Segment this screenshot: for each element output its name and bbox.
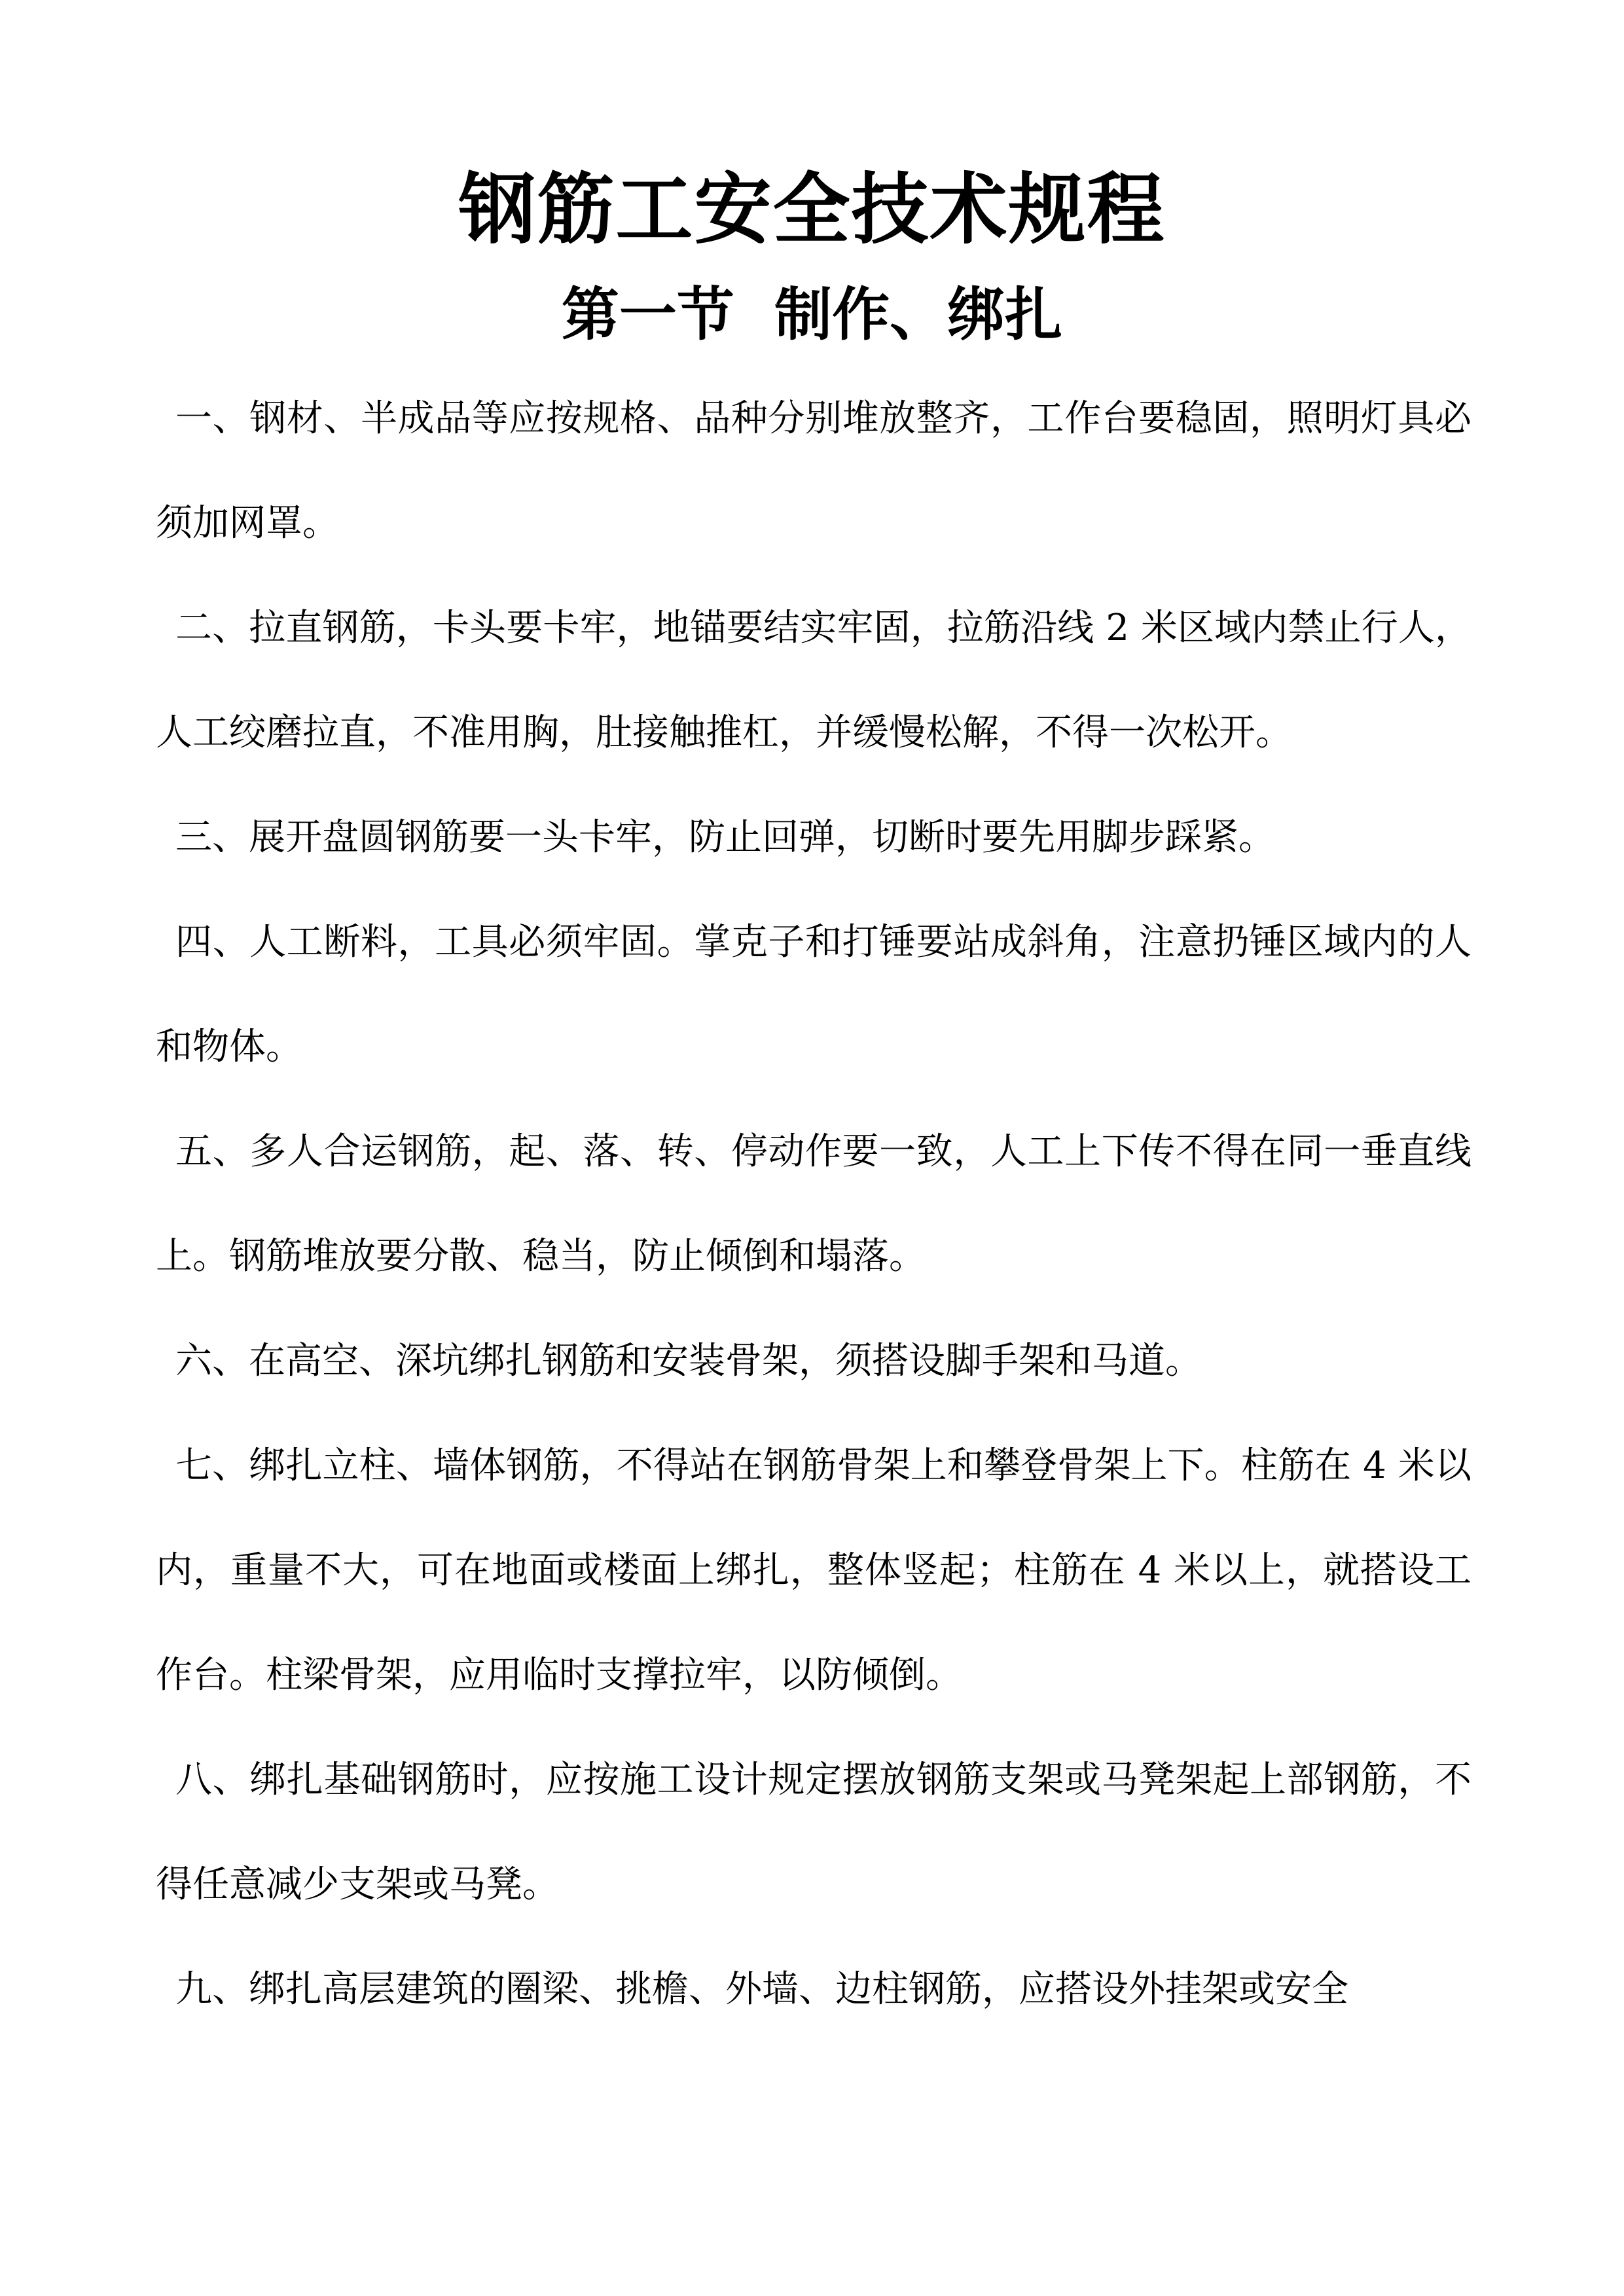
section-title: 第一节 制作、绑扎 bbox=[561, 280, 1063, 348]
paragraph-1: 一、钢材、半成品等应按规格、品种分别堆放整齐，工作台要稳固，照明灯具必须加网罩。 bbox=[156, 397, 1471, 545]
paragraph-7: 七、绑扎立柱、墙体钢筋，不得站在钢筋骨架上和攀登骨架上下。柱筋在 4 米以内，重量不大，可在地面或楼面上绑扎，整体竖起；柱筋在 4 米以上，就搭设工作台。柱梁骨架，应用临时支撑拉牢，以防倾倒。 bbox=[156, 1444, 1471, 1696]
paragraph-8: 八、绑扎基础钢筋时，应按施工设计规定摆放钢筋支架或马凳架起上部钢筋，不得任意减少支架或马凳。 bbox=[156, 1759, 1471, 1906]
paragraph-4: 四、人工断料，工具必须牢固。掌克子和打锤要站成斜角，注意扔锤区域内的人和物体。 bbox=[156, 921, 1471, 1068]
document-body bbox=[156, 367, 1471, 2042]
document-title: 钢筋工安全技术规程 bbox=[458, 164, 1166, 255]
paragraph-6: 六、在高空、深坑绑扎钢筋和安装骨架，须搭设脚手架和马道。 bbox=[175, 1340, 1202, 1382]
paragraph-5: 五、多人合运钢筋，起、落、转、停动作要一致，人工上下传不得在同一垂直线上。钢筋堆放要分散、稳当，防止倾倒和塌落。 bbox=[156, 1130, 1471, 1278]
paragraph-9: 九、绑扎高层建筑的圈梁、挑檐、外墙、边柱钢筋，应搭设外挂架或安全 bbox=[175, 1968, 1348, 2011]
paragraph-3: 三、展开盘圆钢筋要一头卡牢，防止回弹，切断时要先用脚步踩紧。 bbox=[175, 816, 1275, 859]
paragraph-2: 二、拉直钢筋，卡头要卡牢，地锚要结实牢固，拉筋沿线 2 米区域内禁止行人，人工绞磨拉直，不准用胸，肚接触推杠，并缓慢松解，不得一次松开。 bbox=[156, 607, 1471, 754]
